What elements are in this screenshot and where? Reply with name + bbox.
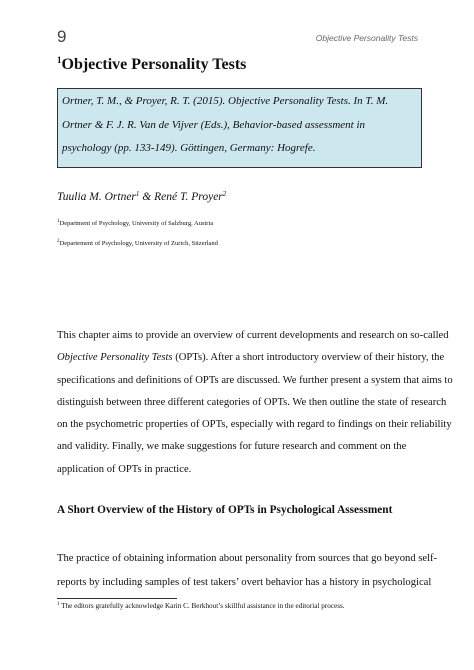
abstract-line: distinguish between three different categories of OPTs. We then outline the state of research (57, 396, 447, 408)
footnote-rule (57, 598, 177, 599)
footnote (57, 602, 345, 610)
affiliation-1 (57, 219, 213, 227)
abstract-line: and validity. Finally, we make suggestions for future research and comment on the (57, 441, 407, 453)
author-2-marker: 2 (222, 190, 227, 198)
section-heading: A Short Overview of the History of OPTs in Psychological Assessment (57, 504, 393, 516)
abstract-line: application of OPTs in practice. (57, 463, 192, 475)
citation-line-1: Ortner, T. M., & Proyer, R. T. (2015). Objective Personality Tests. In T. M. (62, 95, 389, 107)
abstract-line-rest: (OPTs). After a short introductory overview of their history, the (172, 352, 445, 364)
footnote-marker: 1 (57, 602, 60, 607)
abstract-italic-term: Objective Personality Tests (57, 352, 173, 364)
author-2: René T. Proyer (154, 191, 223, 203)
abstract-line: specifications and definitions of OPTs are discussed. We further present a system that aims to (57, 374, 453, 386)
running-head: Objective Personality Tests (315, 33, 418, 43)
chapter-title-text: Objective Personality Tests (61, 56, 247, 73)
page-number: 9 (57, 27, 67, 46)
author-1-marker: 1 (135, 190, 140, 198)
body-paragraph (57, 547, 438, 595)
affiliation-1-text: Department of Psychology, University of Salzburg, Austria (59, 220, 214, 227)
citation-box (57, 88, 422, 168)
citation-line-2: Ortner & F. J. R. Van de Vijver (Eds.), Behavior-based assessment in (62, 118, 366, 131)
affiliation-2 (57, 239, 218, 247)
abstract-line (57, 347, 445, 369)
affiliation-2-marker: 2 (57, 239, 60, 244)
body-line: reports by including samples of test takers’ overt behavior has a history in psychological (57, 577, 432, 588)
affiliation-1-marker: 1 (57, 219, 60, 224)
chapter-title (57, 55, 246, 74)
author-1: Tuulia M. Ortner (57, 191, 136, 203)
footnote-text: The editors gratefully acknowledge Karin C. Berkhout’s skillful assistance in the editorial process. (59, 602, 345, 610)
affiliation-2-text: Departement of Psychology, University of Zurich, Sitzerland (59, 240, 218, 247)
title-footnote-marker: 1 (57, 55, 62, 65)
citation-line-3: psychology (pp. 133-149). Göttingen, Germany: Hogrefe. (62, 142, 316, 154)
author-separator: & (139, 191, 155, 203)
abstract-line: on the psychometric properties of OPTs, especially with regard to findings on their reliability (57, 419, 452, 431)
author-line (57, 190, 226, 203)
abstract-line: This chapter aims to provide an overview of current developments and research on so-called (57, 330, 449, 341)
abstract (57, 325, 453, 481)
body-line: The practice of obtaining information about personality from sources that go beyond self- (57, 553, 438, 564)
